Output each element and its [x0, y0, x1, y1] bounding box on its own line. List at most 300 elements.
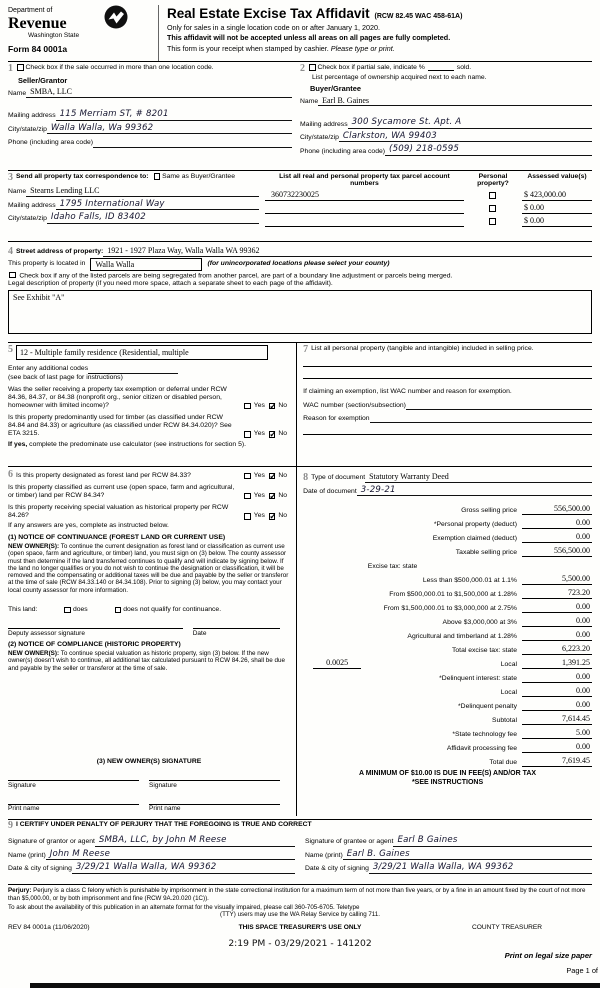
- current-use-question-text: Is this property classified as current use (open space, farm and agricultural, or timber) land per RCW 84.34?: [8, 483, 235, 500]
- form-header: [8, 5, 592, 61]
- forest-land-question-text: [8, 470, 239, 480]
- deputy-assessor-row: [8, 620, 290, 637]
- new-owner-printname-2-label: Print name: [149, 805, 181, 813]
- state-name: Washington State: [28, 31, 80, 39]
- certification-columns: [8, 833, 592, 874]
- forest-land-question: [8, 470, 290, 480]
- current-use-question: [8, 484, 290, 501]
- if-any-yes-note: If any answers are yes, complete as instructed below.: [8, 522, 169, 530]
- excise-tax-table: [303, 501, 592, 767]
- new-owner-signature-2-field[interactable]: [149, 772, 280, 781]
- grantor-signature-value[interactable]: SMBA, LLC, by John M Reese: [95, 835, 295, 846]
- affidavit-processing-fee-label: Affidavit processing fee: [446, 744, 517, 752]
- document-type-value[interactable]: Statutory Warranty Deed: [365, 472, 592, 483]
- section-9-number: 9: [8, 820, 13, 831]
- parcel-2-assessed-value[interactable]: $ 0.00: [522, 203, 592, 214]
- new-owner-print-1-col: [8, 796, 139, 813]
- personal-property-deduct-value[interactable]: 0.00: [522, 518, 592, 529]
- partial-sale-label: Check box if partial sale, indicate %: [317, 64, 425, 71]
- seller-exemption-no-checkbox[interactable]: [269, 403, 276, 410]
- footer-row: [8, 924, 592, 932]
- dept-of-text: Department of: [8, 7, 53, 14]
- additional-codes-note: (see back of last page for instructions): [8, 373, 123, 381]
- grantee-signature-value[interactable]: Earl B Gaines: [393, 835, 592, 846]
- buyer-city-line: [300, 129, 592, 143]
- exemption-reason-label: Reason for exemption: [303, 415, 370, 422]
- notice-continuance-title: (1) NOTICE OF CONTINUANCE (FOREST LAND OR CURRENT USE): [8, 533, 226, 541]
- section-8-excise-tax: [297, 467, 592, 816]
- forest-land-no-checkbox[interactable]: [269, 473, 276, 480]
- exemption-claim-label: If claiming an exemption, list WAC number and reason for exemption.: [303, 388, 512, 395]
- tier1-tax-value[interactable]: 5,500.00: [522, 574, 592, 585]
- notice-compliance-text: To continue special valuation as historic property, sign (3) below. If the new owner(s) doesn't wish to continue, all additional tax calculated pursuant to RCW 84.26, shall be due and payable by the seller or transferor at the time of sale.: [8, 650, 286, 672]
- header-note-3-text: This form is your receipt when stamped by cashier.: [167, 43, 329, 53]
- see-instructions-note: *SEE INSTRUCTIONS: [411, 778, 484, 786]
- parcel-1-personal-checkbox[interactable]: [489, 192, 496, 199]
- land-use-personal-property-row: [8, 342, 592, 466]
- additional-codes-field[interactable]: [88, 365, 178, 374]
- local-rate-value[interactable]: 0.0025: [313, 658, 361, 669]
- local-tax-label: Local: [500, 660, 517, 668]
- tier4-tax-row: [303, 613, 592, 627]
- taxcorr-mailing-value[interactable]: 1795 International Way: [56, 199, 259, 210]
- current-use-yes-checkbox[interactable]: [244, 493, 251, 500]
- located-in-line: [8, 258, 592, 272]
- timber-use-yesno: [243, 430, 290, 438]
- current-use-no-checkbox[interactable]: [269, 493, 276, 500]
- delinquent-interest-local-label: Local: [500, 688, 517, 696]
- assessed-value-header: Assessed value(s): [527, 173, 587, 180]
- parcel-1-assessed-value[interactable]: $ 423,000.00: [522, 190, 592, 201]
- header-note-1: Only for sales in a single location code on or after January 1, 2020.: [167, 22, 380, 32]
- grantor-certification-col: [8, 833, 305, 874]
- exemption-reason-line: [303, 410, 592, 424]
- buyer-name-value[interactable]: Earl B. Gaines: [318, 96, 592, 107]
- certify-line: [8, 821, 592, 831]
- seller-city-value[interactable]: Walla Walla, Wa 99362: [47, 123, 292, 134]
- does-not-qualify-label: does not qualify for continuance.: [123, 606, 222, 614]
- grantee-printname-value[interactable]: Earl B. Gaines: [343, 849, 592, 860]
- new-owner-printname-row: [8, 796, 290, 813]
- seller-exemption-no-label: No: [278, 402, 288, 410]
- taxcorr-name-line: [8, 183, 259, 197]
- wac-number-label: WAC number (section/subsection): [303, 401, 406, 409]
- parcel-3-personal-cell: [464, 218, 522, 227]
- gross-selling-price-row: [303, 501, 592, 515]
- treasurer-space-label: THIS SPACE TREASURER'S USE ONLY: [238, 923, 362, 931]
- section-2-buyer-grantee: [300, 64, 592, 167]
- parcel-row-2: [265, 201, 592, 214]
- section-1-number: 1: [8, 63, 13, 74]
- legal-description-label: Legal description of property (if you need more space, attach a separate sheet to each page of the affidavit).: [8, 280, 333, 288]
- section-5-land-use: [8, 343, 297, 466]
- seller-grantor-heading: Seller/Grantor: [18, 75, 68, 85]
- buyer-phone-label: Phone (including area code): [300, 147, 386, 155]
- multi-location-checkbox[interactable]: [17, 64, 24, 71]
- exemption-claimed-row: [303, 529, 592, 543]
- seller-name-value[interactable]: SMBA, LLC: [26, 87, 292, 98]
- new-owner-signature-1-label: Signature: [8, 781, 36, 789]
- personal-property-field-2[interactable]: [303, 367, 592, 379]
- parcel-3-value-cell: [522, 216, 592, 227]
- affidavit-processing-fee-value[interactable]: 0.00: [522, 742, 592, 753]
- header-note-3: [167, 45, 592, 54]
- personal-property-field-1[interactable]: [303, 355, 592, 367]
- seller-phone-label: Phone (including area code): [8, 139, 94, 147]
- multi-location-label: Check box if the sale occurred in more than one location code.: [25, 64, 214, 71]
- perjury-text: Perjury is a class C felony which is punishable by imprisonment in the state correctional institution for a maximum term of not more than five years, or by a fine in an amount fixed by the court of not more than $5,000.00, or by both imprisonment and fine (RCW 9A.20.020 (1C)).: [8, 887, 586, 902]
- grantor-printname-line: [8, 847, 295, 861]
- total-excise-state-label: Total excise tax: state: [452, 646, 517, 654]
- subtotal-row: [303, 711, 592, 725]
- taxcorr-mailing-label: Mailing address: [8, 201, 56, 209]
- deputy-assessor-signature-field[interactable]: [8, 620, 183, 629]
- delinquent-interest-state-value[interactable]: 0.00: [522, 672, 592, 683]
- timber-use-yes-label: Yes: [253, 430, 265, 438]
- seller-phone-value[interactable]: [93, 139, 292, 148]
- parcel-row-3: [265, 214, 592, 227]
- form-title: Real Estate Excise Tax Affidavit: [167, 6, 370, 21]
- new-owner-signature-row: [8, 772, 290, 789]
- exemption-reason-field[interactable]: [370, 414, 592, 423]
- does-qualify-checkbox[interactable]: [64, 607, 71, 614]
- tier3-tax-value[interactable]: 0.00: [522, 602, 592, 613]
- deputy-assessor-col: [8, 620, 183, 637]
- tier2-tax-label: From $500,000.01 to $1,500,000 at 1.28%: [389, 590, 517, 598]
- taxcorr-name-label: Name: [8, 188, 27, 196]
- taxcorr-city-label: City/state/zip: [8, 215, 47, 223]
- delinquent-interest-state-row: [303, 669, 592, 683]
- seller-mailing-value[interactable]: 115 Merriam ST, # 8201: [56, 109, 292, 120]
- buyer-name-label: Name: [300, 98, 319, 106]
- legal-size-note: Print on legal size paper: [504, 950, 592, 960]
- total-due-value[interactable]: 7,619.45: [522, 756, 592, 767]
- grantor-datecity-value[interactable]: 3/29/21 Walla Walla, WA 99362: [72, 862, 295, 873]
- historic-property-question-text: Is this property receiving special valuation as historical property per RCW 84.26?: [8, 503, 229, 520]
- ownership-percent-note: List percentage of ownership acquired next to each name.: [312, 74, 487, 81]
- forest-land-yes-label: Yes: [253, 472, 265, 479]
- receipt-timestamp: 2:19 PM - 03/29/2021 - 141202: [228, 937, 372, 949]
- grantee-printname-label: Name (print): [305, 851, 343, 859]
- land-use-code-line: [8, 345, 290, 360]
- partial-sale-checkbox[interactable]: [309, 64, 316, 71]
- total-due-label: Total due: [489, 758, 517, 766]
- designation-tax-row: [8, 466, 592, 816]
- parcel-table-header: [265, 173, 592, 188]
- historic-no-label: No: [278, 512, 288, 520]
- predominate-use-note-lead: If yes,: [8, 440, 28, 448]
- seller-mailing-line: [8, 107, 292, 121]
- timber-use-no-checkbox[interactable]: [269, 431, 276, 438]
- personal-property-deduct-row: [303, 515, 592, 529]
- grantee-datecity-label: Date & city of signing: [305, 865, 369, 873]
- seller-city-line: [8, 121, 292, 135]
- parcel-1-personal-cell: [464, 192, 522, 201]
- subtotal-label: Subtotal: [492, 716, 517, 724]
- delinquent-penalty-row: [303, 697, 592, 711]
- grantee-datecity-value[interactable]: 3/29/21 Walla Walla, WA 99362: [369, 862, 592, 873]
- grantor-signature-label: Signature of grantor or agent: [8, 838, 95, 846]
- alt-format-line-2: (TTY) users may use the WA Relay Service by calling 711.: [220, 911, 380, 919]
- partial-sale-sold-label: sold.: [456, 64, 472, 71]
- state-technology-fee-label: *State technology fee: [452, 730, 517, 738]
- tier1-tax-row: [303, 571, 592, 585]
- section-5-number: 5: [8, 344, 13, 355]
- certify-statement: I CERTIFY UNDER PENALTY OF PERJURY THAT THE FOREGOING IS TRUE AND CORRECT: [16, 821, 312, 828]
- does-not-qualify-checkbox[interactable]: [115, 607, 122, 614]
- tier2-tax-row: [303, 585, 592, 599]
- grantor-datecity-line: [8, 860, 295, 874]
- forest-land-yesno: [243, 472, 290, 480]
- does-qualify-label: does: [72, 606, 88, 614]
- delinquent-interest-local-row: [303, 683, 592, 697]
- historic-yes-label: Yes: [253, 512, 265, 520]
- legal-description-value[interactable]: See Exhibit "A": [13, 292, 65, 302]
- street-address-label: Street address of property:: [16, 248, 104, 256]
- buyer-phone-line: [300, 142, 592, 156]
- send-correspondence-label: Send all property tax correspondence to:: [16, 173, 149, 180]
- alt-format-line-1: To ask about the availability of this publication in an alternate format for the visually impaired, please call 360-705-6705. Teletype: [8, 903, 360, 911]
- send-correspondence-line: [8, 173, 259, 183]
- dor-flag-logo-icon: [104, 5, 128, 29]
- new-owner-printname-2-field[interactable]: [149, 796, 280, 805]
- predominate-use-note-text: complete the predominate use calculator (see instructions for section 5).: [27, 440, 247, 448]
- historic-yes-checkbox[interactable]: [244, 513, 251, 520]
- parcel-number-1[interactable]: 360732230025: [265, 190, 464, 201]
- taxcorr-mailing-line: [8, 197, 259, 211]
- tier4-tax-value[interactable]: 0.00: [522, 616, 592, 627]
- excise-tax-state-header-row: [303, 557, 592, 571]
- agricultural-tax-value[interactable]: 0.00: [522, 630, 592, 641]
- section-7-number: 7: [303, 344, 309, 355]
- perjury-lead: Perjury:: [8, 887, 32, 894]
- buyer-phone-value[interactable]: (509) 218-0595: [385, 144, 592, 155]
- tier1-tax-label: Less than $500,000.01 at 1.1%: [422, 576, 517, 584]
- minimum-due-note: A MINIMUM OF $10.00 IS DUE IN FEE(S) AND/OR TAX: [358, 770, 537, 777]
- local-tax-row: [303, 655, 592, 669]
- tier4-tax-label: Above $3,000,000 at 3%: [442, 618, 517, 626]
- total-excise-state-row: [303, 641, 592, 655]
- parcel-3-personal-checkbox[interactable]: [489, 218, 496, 225]
- personal-property-label: List all personal property (tangible and intangible) included in selling price.: [311, 345, 534, 352]
- historic-property-question: [8, 504, 290, 521]
- county-select[interactable]: Walla Walla: [90, 258, 202, 272]
- multi-location-line: [8, 64, 292, 74]
- grantee-printname-line: [305, 847, 592, 861]
- section-8-number: 8: [303, 471, 309, 483]
- seller-city-label: City/state/zip: [8, 125, 47, 133]
- subtotal-value[interactable]: 7,614.45: [522, 714, 592, 725]
- continuance-qualify-line: [8, 606, 290, 614]
- buyer-name-spacer: [300, 106, 592, 115]
- grantee-signature-label: Signature of grantee or agent: [305, 838, 394, 846]
- local-tax-value[interactable]: 1,391.25: [522, 658, 592, 669]
- section-3-number: 3: [8, 172, 13, 183]
- land-use-code-select[interactable]: 12 - Multiple family residence (Residential, multiple: [16, 345, 268, 360]
- grantor-printname-value[interactable]: John M Reese: [46, 849, 295, 860]
- section-6-number: 6: [8, 469, 13, 480]
- grantee-certification-col: [305, 833, 592, 874]
- historic-no-checkbox[interactable]: [269, 513, 276, 520]
- document-date-line: [303, 483, 592, 497]
- buyer-city-value[interactable]: Clarkston, WA 99403: [339, 131, 592, 142]
- historic-property-yesno: [243, 512, 290, 520]
- street-address-value[interactable]: 1921 - 1927 Plaza Way, Walla Walla WA 99362: [103, 246, 592, 257]
- exemption-reason-field-2[interactable]: [303, 423, 592, 435]
- segregated-line: [8, 272, 592, 281]
- taxcorr-city-value[interactable]: Idaho Falls, ID 83402: [47, 212, 259, 223]
- seller-phone-line: [8, 134, 292, 148]
- form-number: Form 84 0001a: [8, 44, 68, 55]
- taxable-selling-price-row: [303, 543, 592, 557]
- section-2-number: 2: [300, 63, 305, 74]
- deputy-date-field[interactable]: [193, 620, 280, 629]
- taxcorr-name-value[interactable]: Stearns Lending LLC: [26, 186, 259, 197]
- personal-property-header: Personal property?: [477, 173, 509, 188]
- notice-compliance-body: [8, 650, 290, 672]
- new-owner-printname-1-field[interactable]: [8, 796, 139, 805]
- scan-artifact-bar: [30, 983, 600, 988]
- parcel-table: [265, 173, 592, 238]
- forest-land-yes-checkbox[interactable]: [244, 473, 251, 480]
- section-3-tax-correspondence: [8, 170, 592, 238]
- deputy-assessor-label: Deputy assessor signature: [8, 629, 85, 637]
- additional-codes-label: Enter any additional codes: [8, 365, 89, 373]
- grantor-signature-line: [8, 833, 295, 847]
- current-use-yes-label: Yes: [253, 492, 265, 500]
- parcel-2-personal-cell: [464, 205, 522, 214]
- forest-land-question-label: Is this property designated as forest land per RCW 84.33?: [16, 472, 191, 479]
- buyer-mailing-line: [300, 115, 592, 129]
- predominate-use-note: [8, 441, 290, 449]
- seller-exemption-yes-label: Yes: [253, 402, 265, 410]
- timber-use-no-label: No: [278, 430, 288, 438]
- parcel-2-value-cell: [522, 203, 592, 214]
- new-owner-signature-2-label: Signature: [149, 781, 177, 789]
- parcel-2-personal-checkbox[interactable]: [489, 205, 496, 212]
- new-owner-signature-1-field[interactable]: [8, 772, 139, 781]
- personal-property-deduct-label: *Personal property (deduct): [433, 520, 517, 528]
- correspondence-column: [8, 173, 265, 238]
- delinquent-penalty-label: *Delinquent penalty: [458, 702, 517, 710]
- grantor-datecity-label: Date & city of signing: [8, 865, 72, 873]
- document-type-line: [303, 469, 592, 483]
- forest-land-no-label: No: [278, 472, 288, 479]
- section-1-seller-grantor: [8, 64, 300, 167]
- taxable-selling-price-value[interactable]: 556,500.00: [522, 546, 592, 557]
- same-as-buyer-checkbox[interactable]: [154, 173, 161, 180]
- agricultural-tax-row: [303, 627, 592, 641]
- parcel-number-3[interactable]: [265, 226, 464, 227]
- additional-codes-line: [8, 362, 290, 374]
- gross-selling-price-value[interactable]: 556,500.00: [522, 504, 592, 515]
- located-in-label: This property is located in: [8, 260, 86, 268]
- notice-compliance-lead: NEW OWNER(S):: [8, 650, 60, 658]
- document-type-label: Type of document: [311, 474, 366, 482]
- parcel-numbers-header: List all real and personal property tax parcel account numbers: [279, 173, 450, 188]
- seller-name-spacer: [8, 98, 292, 107]
- parcel-row-1: [265, 188, 592, 201]
- wac-number-field[interactable]: [406, 401, 592, 410]
- partial-sale-line: [300, 64, 592, 74]
- seller-name-label: Name: [8, 89, 27, 97]
- new-owner-sig-2-col: [149, 772, 280, 789]
- seller-exemption-question: [8, 386, 290, 411]
- seller-exemption-question-text: Was the seller receiving a property tax exemption or deferral under RCW 84.36, 84.37, or 84.38 (nonprofit org., senior citizen or disabled person, homeowner with limited income)?: [8, 385, 227, 410]
- seller-mailing-label: Mailing address: [8, 112, 56, 120]
- delinquent-penalty-value[interactable]: 0.00: [522, 700, 592, 711]
- section-4-property-location: [8, 241, 592, 340]
- section-9-certification: [8, 819, 592, 881]
- personal-property-intro: [303, 345, 592, 355]
- total-due-row: [303, 753, 592, 767]
- buyer-mailing-value[interactable]: 300 Sycamore St. Apt. A: [348, 117, 592, 128]
- header-note-2: This affidavit will not be accepted unless all areas on all pages are fully completed.: [167, 33, 451, 43]
- seller-exemption-yes-checkbox[interactable]: [244, 403, 251, 410]
- parcel-number-2[interactable]: [265, 213, 464, 214]
- county-treasurer-label: COUNTY TREASURER: [471, 923, 543, 931]
- tier2-tax-value[interactable]: 723.20: [522, 588, 592, 599]
- timber-use-question: [8, 414, 290, 439]
- current-use-no-label: No: [278, 492, 288, 500]
- timber-use-question-text: Is this property predominantly used for timber (as classified under RCW 84.84 and 84.33) or agriculture (as classified under RCW 84.34.020)? See ETA 3215.: [8, 413, 232, 438]
- parcel-3-assessed-value[interactable]: $ 0.00: [522, 216, 592, 227]
- notice-continuance-lead: NEW OWNER(S):: [8, 542, 60, 550]
- segregated-checkbox[interactable]: [9, 272, 16, 279]
- seller-name-line: [8, 85, 292, 99]
- title-block: [158, 5, 592, 61]
- gross-selling-price-label: Gross selling price: [461, 506, 517, 514]
- partial-sale-percent-field[interactable]: [428, 64, 454, 71]
- exemption-claimed-value[interactable]: 0.00: [522, 532, 592, 543]
- current-use-yesno: [243, 492, 290, 500]
- buyer-name-line: [300, 93, 592, 107]
- rev-form-id: REV 84 0001a (11/06/2020): [8, 923, 90, 931]
- new-owners-signature-title: (3) NEW OWNER(S) SIGNATURE: [96, 757, 202, 765]
- section-7-personal-property: [297, 343, 592, 466]
- wac-number-line: [303, 396, 592, 410]
- buyer-mailing-label: Mailing address: [300, 120, 348, 128]
- page-number-note: Page 1 of: [566, 965, 598, 975]
- delinquent-interest-local-value[interactable]: 0.00: [522, 686, 592, 697]
- same-as-buyer-label: Same as Buyer/Grantee: [162, 173, 235, 180]
- parcel-1-value-cell: [522, 190, 592, 201]
- seller-buyer-row: [8, 61, 592, 167]
- timber-use-yes-checkbox[interactable]: [244, 431, 251, 438]
- affidavit-processing-fee-row: [303, 739, 592, 753]
- total-excise-state-value[interactable]: 6,223.20: [522, 644, 592, 655]
- street-address-line: [8, 243, 592, 257]
- this-land-label: This land:: [8, 606, 38, 614]
- grantee-signature-line: [305, 833, 592, 847]
- section-6-land-designation: [8, 467, 297, 816]
- legal-description-box[interactable]: [8, 290, 592, 334]
- document-date-value[interactable]: 3-29-21: [357, 485, 592, 496]
- exemption-claimed-label: Exemption claimed (deduct): [432, 534, 517, 542]
- new-owner-printname-1-label: Print name: [8, 805, 40, 813]
- state-technology-fee-row: [303, 725, 592, 739]
- document-date-label: Date of document: [303, 487, 357, 495]
- perjury-notice: [8, 884, 592, 903]
- form-title-rcw-ref: (RCW 82.45 WAC 458-61A): [374, 13, 463, 20]
- buyer-grantee-heading: Buyer/Grantee: [310, 83, 361, 93]
- notice-compliance-title: (2) NOTICE OF COMPLIANCE (HISTORIC PROPERTY): [8, 640, 181, 648]
- new-owner-sig-1-col: [8, 772, 139, 789]
- grantor-printname-label: Name (print): [8, 851, 46, 859]
- tier3-tax-row: [303, 599, 592, 613]
- section-4-number: 4: [8, 245, 13, 257]
- state-technology-fee-value[interactable]: 5.00: [522, 728, 592, 739]
